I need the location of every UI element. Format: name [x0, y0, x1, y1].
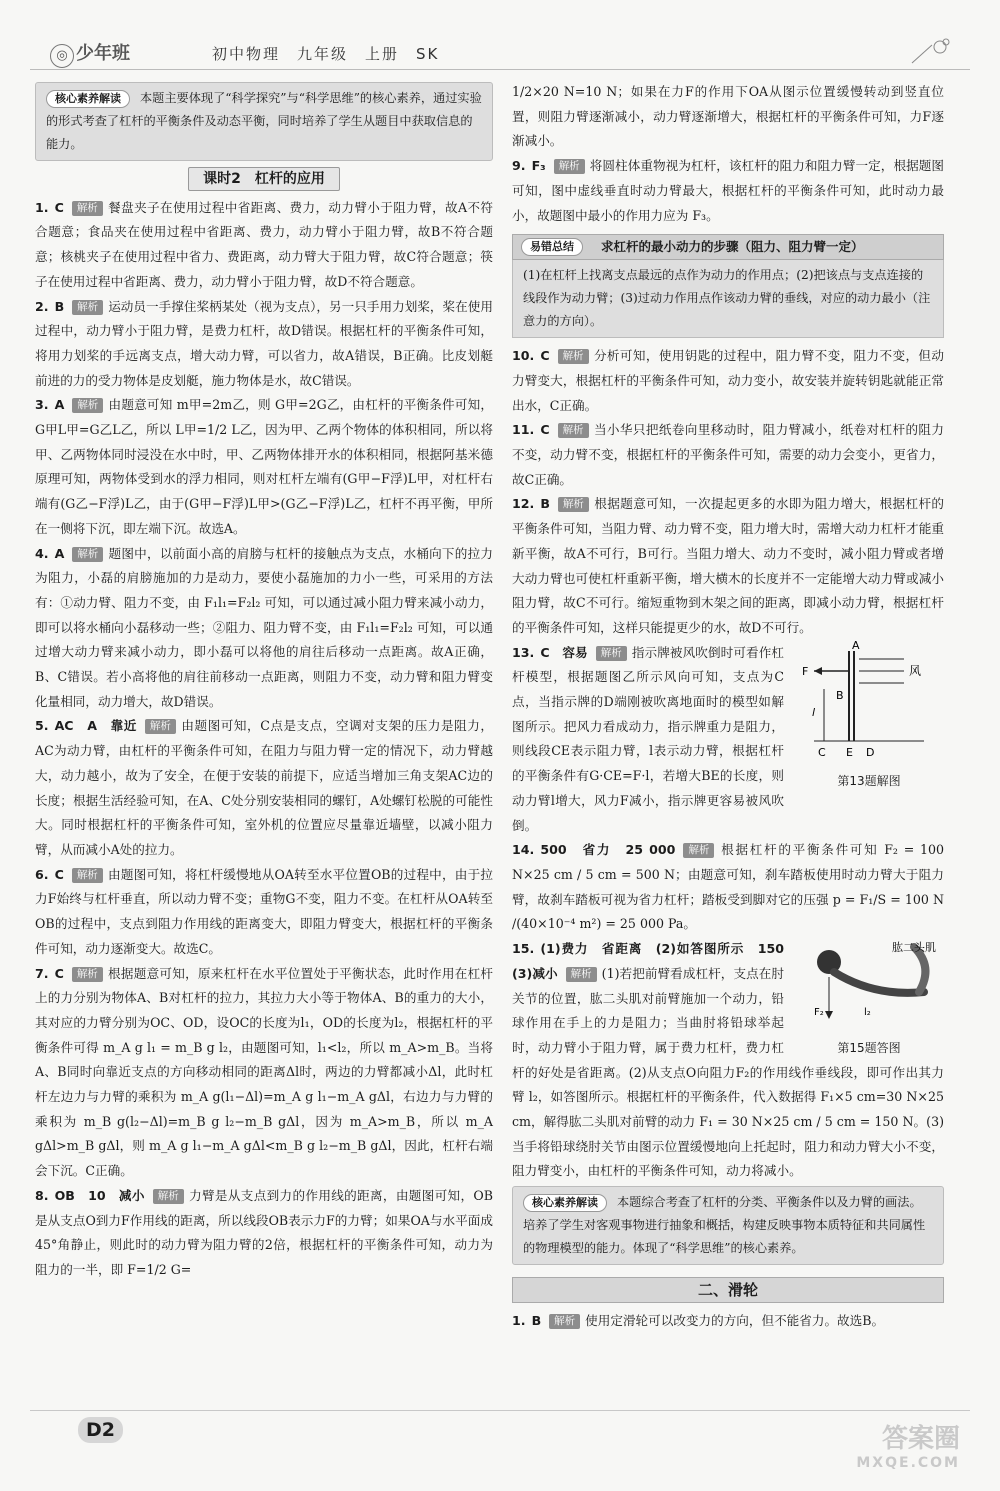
svg-text:风: 风 [909, 663, 922, 678]
answer-item-12: 12. B 解析 根据题意可知，一次提起更多的水即为阻力增大，根据杠杆的平衡条件可知，当阻力臂、动力臂不变，阻力增大时，需增大动力杠杆才能重新平衡，故A不可行，B可行。当阻力增大、动力不变时，减小阻力臂或者增大动力臂也可使杠杆重新平衡，增大横木的长度并不一定能增大动力臂或减小阻力臂，故C不可行。缩短重物到木架之间的距离，即减小动力臂，根据杠杆的平衡条件可知，这样只能提更少的水，故D不可行。 [512, 496, 944, 635]
page-number: D2 [78, 1417, 123, 1443]
figure-13: A B C E D F l 风 第13题解图 [794, 641, 944, 794]
brand-logo: ◎ 少年班 [50, 39, 130, 68]
mascot-icon [910, 37, 950, 65]
answer-item-pulley-1: 1. B 解析 使用定滑轮可以改变力的方向，但不能省力。故选B。 [512, 1313, 885, 1329]
analysis-tag: 解析 [558, 423, 589, 438]
core-literacy-box-2 [512, 1186, 944, 1265]
answer-item-5: 5. AC A 靠近 解析 由题图可知，C点是支点，空调对支架的压力是阻力，AC为动力臂，由杠杆的平衡条件可知，在阻力与阻力臂一定的情况下，动力臂越大，动力越小，故为了安全，在便于安装的前提下，应适当增加三角支架AC边的长度；根据生活经验可知，在A、C处分别安装相同的螺钉，A处螺钉松脱的可能性大。同时根据杠杆的平衡条件可知，室外机的位置应尽量靠近墙壁，以减小阻力臂，从而减小A处的拉力。 [35, 718, 493, 857]
answer-item-2: 2. B 解析 运动员一手撑住桨柄某处（视为支点），另一只手用力划桨，桨在使用过程中，动力臂小于阻力臂，是费力杠杆，故D错误。根据杠杆的平衡条件可知，将用力划桨的手远离支点，增大动力臂，可以省力，故A错误，B正确。比皮划艇前进的力的受力物体是皮划艇，施力物体是水，故C错误。 [35, 298, 493, 388]
answer-item-10: 10. C 解析 分析可知，使用钥匙的过程中，阻力臂不变，阻力不变，但动力臂变大，根据杠杆的平衡条件可知，动力变小，故安装并旋转钥匙就能正常出水，C正确。 [512, 348, 944, 413]
svg-text:F₂: F₂ [814, 1007, 824, 1019]
answer-item-7: 7. C 解析 根据题意可知，原来杠杆在水平位置处于平衡状态，此时作用在杠杆上的力分别为物体A、B对杠杆的拉力，其拉力大小等于物体A、B的重力的大小，其对应的力臂分别为OC、OD，设OC的长度为l₁，OD的长度为l₂，根据杠杆的平衡条件可得 m_A g l₁ = m_B g l₂，由题图可知，l₁<l₂，所以 m_A>m_B。当将A、B同时向靠近支点的方向移动相同的距离Δl时，两边的力臂都减小Δl，此时杠杆左边力与力臂的乘积为 m_A g(l₁−Δl)=m_A g l₁−m_A gΔl，右边力与力臂的乘积为 m_B g(l₂−Δl)=m_B g l₂−m_B gΔl，因为 m_A>m_B，所以 m_A gΔl>m_B gΔl，则 m_A g l₁−m_A gΔl<m_B g l₂−m_B gΔl，因此，杠杆右端会下沉。C正确。 [35, 965, 493, 1179]
analysis-tag: 解析 [558, 349, 589, 364]
core-literacy-tag: 核心素养解读 [46, 90, 130, 108]
logo-icon: ◎ [50, 44, 74, 68]
analysis-tag: 解析 [72, 398, 103, 413]
svg-text:A: A [852, 640, 860, 652]
analysis-tag: 解析 [72, 201, 103, 216]
core-literacy-box-1 [35, 82, 493, 161]
analysis-tag: 解析 [145, 719, 176, 734]
answer-item-11: 11. C 解析 当小华只把纸卷向里移动时，阻力臂减小，纸卷对杠杆的阻力不变，动力臂不变，根据杠杆的平衡条件可知，需要的动力会变小，更省力，故C正确。 [512, 422, 944, 487]
lever-sign-diagram [794, 641, 944, 761]
core-literacy-tag: 核心素养解读 [523, 1194, 607, 1212]
svg-text:D: D [866, 745, 875, 759]
answer-item-14: 14. 500 省力 25 000 解析 根据杠杆的平衡条件可知 F₂ = 100 N×25 cm / 5 cm = 500 N；由题意可知，刹车踏板使用时动力臂大于阻力臂，故刹车踏板可视为省力杠杆；踏板受到脚对它的压强 p = F₁/S = 100 N /(40×10⁻⁴ m²) = 25 000 Pa。 [512, 842, 944, 932]
right-column [512, 80, 944, 1334]
page-header [30, 35, 970, 70]
svg-text:l: l [812, 705, 816, 719]
analysis-tag: 解析 [72, 300, 103, 315]
item-8-continued: 1/2×20 N=10 N；如果在力F的作用下OA从图示位置缓慢转动到竖直位置，则阻力臂逐渐减小，动力臂逐渐增大，根据杠杆的平衡条件可知，力F逐渐减小。 [512, 84, 944, 149]
answer-item-9: 9. F₃ 解析 将圆柱体重物视为杠杆，该杠杆的阻力和阻力臂一定，根据题图可知，图中虚线垂直时动力臂最大，根据杠杆的平衡条件可知，此时动力最小，故题图中最小的作用力应为 F₃。 [512, 158, 944, 223]
watermark: 答案圈 MXQE.COM [856, 1424, 960, 1471]
header-subject: 初中物理 九年级 上册 SK [212, 45, 440, 63]
answer-item-3: 3. A 解析 由题意可知 m甲=2m乙，则 G甲=2G乙，由杠杆的平衡条件可知，G甲L甲=G乙L乙，所以 L甲=1/2 L乙，因为甲、乙两个物体的体积相同，所以将甲、乙两物体同时浸没在水中时，甲、乙两物体排开水的体积相同，根据阿基米德原理可知，两物体受到水的浮力相同，则对杠杆左端有(G甲−F浮)L甲，对杠杆右端有(G乙−F浮)L乙，由于(G甲−F浮)L甲>(G乙−F浮)L乙，杠杆不再平衡，甲所在一侧将下沉，即左端下沉。故选A。 [35, 397, 493, 536]
svg-text:F: F [802, 664, 809, 678]
analysis-tag: 解析 [72, 967, 103, 982]
left-column [35, 80, 493, 1283]
analysis-tag: 解析 [72, 868, 103, 883]
analysis-tag: 解析 [554, 159, 585, 174]
answer-item-15: 肱二头肌 F₂ l₂ 第15题答图 15. (1)费力 省距离 (2)如答图所示 150 (3)减小 解析 (1)若把前臂看成杠杆，支点在肘关节的位置，肱二头肌对前臂施加一个动力，铅球作用在手上的力是阻力；当曲肘将铅球举起时，动力臂小于阻力臂，属于费力杠杆，费力杠杆的好处是省距离。(2)从支点O向阻力F₂的作用线作垂线段，即可作出其力臂 l₂，如答图所示。根据杠杆的平衡条件，代入数据得 F₁×5 cm=30 N×25 cm，解得肱二头肌对前臂的动力 F₁ = 30 N×25 cm / 5 cm = 150 N。(3)当手将铅球绕肘关节由图示位置缓慢地向上托起时，阻力和动力臂大小不变，阻力臂变小，由杠杆的平衡条件可知，动力将减小。 [512, 937, 944, 1184]
mistake-summary-body: (1)在杠杆上找离支点最远的点作为动力的作用点；(2)把该点与支点连接的线段作为动力臂；(3)过动力作用点作该动力臂的垂线，对应的动力最小（注意力的方向）。 [512, 260, 944, 338]
core-literacy-text: 本题主要体现了“科学探究”与“科学思维”的核心素养，通过实验的形式考查了杠杆的平衡条件及动态平衡，同时培养了学生从题目中获取信息的能力。 [46, 91, 482, 151]
svg-text:E: E [846, 745, 853, 759]
analysis-tag: 解析 [549, 1314, 580, 1329]
mistake-tag: 易错总结 [521, 238, 583, 256]
svg-text:C: C [818, 745, 826, 759]
analysis-tag: 解析 [72, 547, 103, 562]
lesson-title: 课时2 杠杆的应用 [35, 167, 493, 192]
svg-text:肱二头肌: 肱二头肌 [892, 941, 936, 955]
answer-item-1: 1. C 解析 餐盘夹子在使用过程中省距离、费力，动力臂小于阻力臂，故A不符合题意；食品夹在使用过程中省距离、费力，动力臂小于阻力臂，故B不符合题意；核桃夹子在使用过程中省力、费距离，动力臂大于阻力臂，故C符合题意；筷子在使用过程中省距离、费力，动力臂小于阻力臂，故D不符合题意。 [35, 199, 493, 289]
analysis-tag: 解析 [558, 497, 589, 512]
section-title-pulley: 二、滑轮 [512, 1277, 944, 1303]
analysis-tag: 解析 [596, 646, 627, 661]
analysis-tag: 解析 [566, 967, 597, 982]
answer-item-4: 4. A 解析 题图中，以前面小高的肩膀与杠杆的接触点为支点，水桶向下的拉力为阻力，小磊的肩膀施加的力是动力，要使小磊施加的力小一些，可采用的方法有：①动力臂、阻力不变，由 F₁l₁=F₂l₂ 可知，可以通过减小阻力臂来减小动力，即可以将水桶向小磊移动一些；②阻力、阻力臂不变，由 F₁l₁=F₂l₂ 可知，可以通过增大动力臂来减小动力，即小磊可以将他的肩往后移动一点距离。故A正确，B、C错误。若小高将他的肩往前移动一点距离，则阻力不变，动力臂和阻力臂变化量相同，动力增大，故D错误。 [35, 545, 493, 709]
answer-item-13: A B C E D F l 风 第13题解图 13. C 容易 解析 指示牌被风吹倒时可看作杠杆模型，根据题图乙所示风向可知，支点为C点，当指示牌的D端刚被吹离地面时的模型如解图所示。把风力看成动力，指示牌重力是阻力，则线段CE表示阻力臂，l表示动力臂，根据杠杆的平衡条件有G·CE=F·l，若增大BE的长度，则动力臂l增大，风力F减小，指示牌更容易被风吹倒。 [512, 641, 944, 839]
analysis-tag: 解析 [683, 843, 714, 858]
footer-divider [30, 1410, 970, 1411]
answer-item-8: 8. OB 10 减小 解析 力臂是从支点到力的作用线的距离，由题图可知，OB是从支点O到力F作用线的距离，所以线段OB表示力F的力臂；如果OA与水平面成45°角静止，则此时的动力臂为阻力臂的2倍，根据杠杆的平衡条件可知，动力为阻力的一半，即 F=1/2 G= [35, 1187, 493, 1277]
svg-text:B: B [836, 688, 844, 702]
mistake-title: 求杠杆的最小动力的步骤（阻力、阻力臂一定） [601, 239, 864, 255]
figure-15: 肱二头肌 F₂ l₂ 第15题答图 [794, 937, 944, 1060]
answer-item-6: 6. C 解析 由题图可知，将杠杆缓慢地从OA转至水平位置OB的过程中，由于拉力F始终与杠杆垂直，所以动力臂不变；重物G不变，阻力不变。在杠杆从OA转至OB的过程中，支点到阻力作用线的距离变大，即阻力臂变大，根据杠杆的平衡条件可知，动力逐渐变大。故选C。 [35, 866, 493, 956]
mistake-summary-header [512, 234, 944, 260]
svg-text:l₂: l₂ [864, 1007, 871, 1019]
analysis-tag: 解析 [153, 1189, 184, 1204]
core-literacy-text: 本题综合考查了杠杆的分类、平衡条件以及力臂的画法。培养了学生对客观事物进行抽象和概括，构建反映事物本质特征和共同属性的物理模型的能力。体现了“科学思维”的核心素养。 [523, 1195, 926, 1256]
arm-lever-diagram [794, 937, 944, 1027]
